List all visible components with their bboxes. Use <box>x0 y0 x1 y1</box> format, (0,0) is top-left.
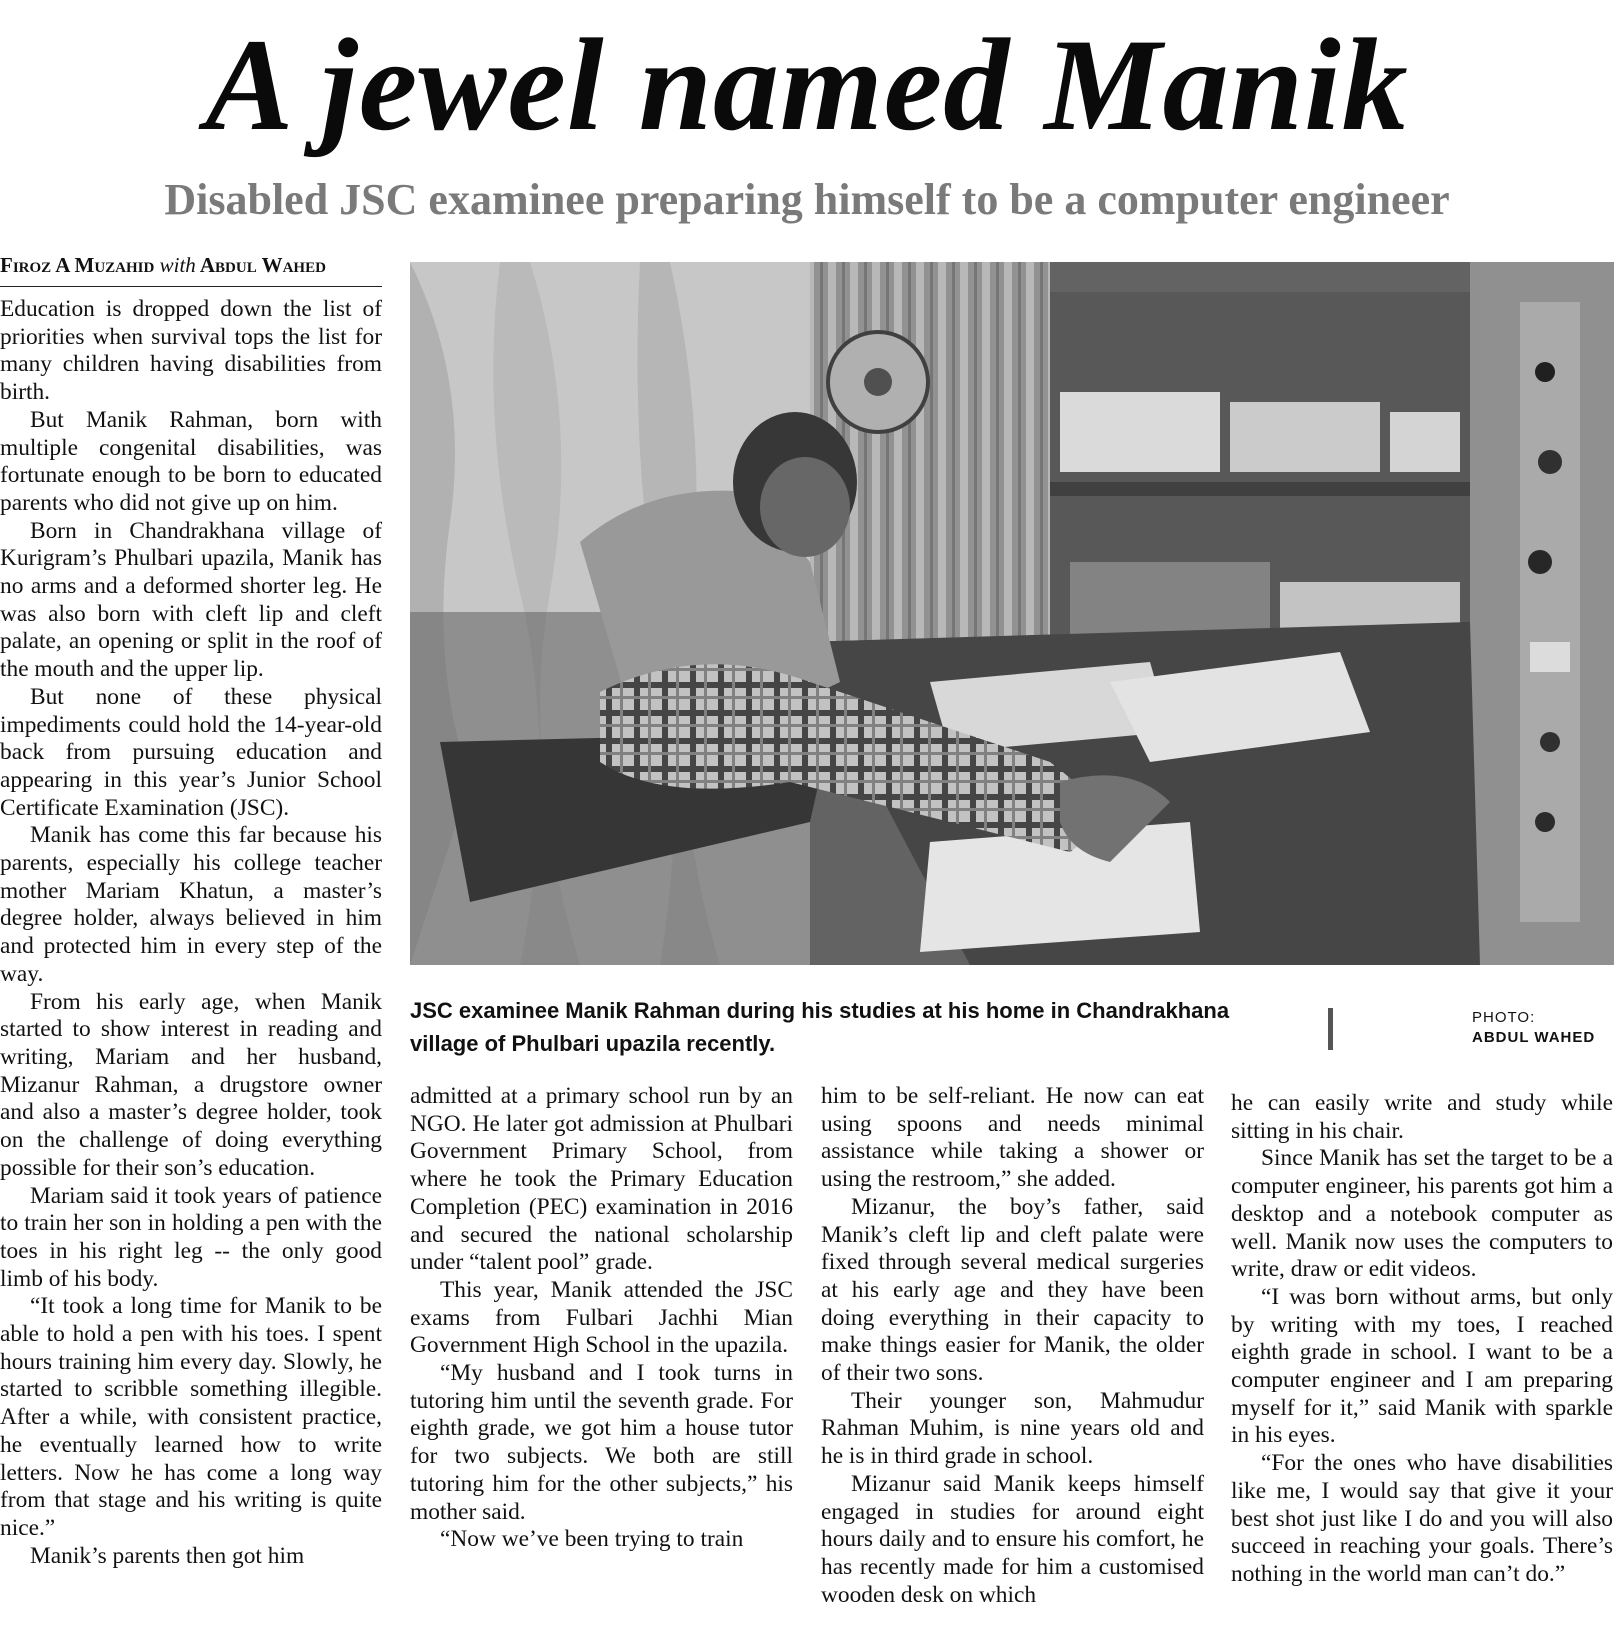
author-name-secondary: Abdul Wahed <box>199 253 326 277</box>
paragraph: From his early age, when Manik started to show interest in reading and writing, Mariam and her husband, Mizanur Rahman, a drugstore owner and also a master’s degree holder, took on the challenge of doing everything possible for their son’s education. <box>0 988 382 1181</box>
paragraph: admitted at a primary school run by an NGO. He later got admission at Phulbari Government Primary School, from where he took the Primary Education Completion (PEC) examination in 2016 and secured the national scholarship under “talent pool” grade. <box>410 1083 793 1276</box>
paragraph: “It took a long time for Manik to be able to hold a pen with his toes. I spent hours training him every day. Slowly, he started to scribble something illegible. After a while, with consistent practice, he eventually learned how to write letters. Now he has come a long way from that stage and his writing is quite nice.” <box>0 1293 382 1541</box>
photo-credit-label: PHOTO: <box>1472 1009 1536 1026</box>
article-photo <box>410 262 1614 965</box>
paragraph: “For the ones who have disabilities like me, I would say that give it your best shot just like I do and you will also succeed in reaching your goals. There’s nothing in the world man can’t do.” <box>1231 1450 1613 1587</box>
paragraph: Manik has come this far because his parents, especially his college teacher mother Mariam Khatun, a master’s degree holder, always believed in him and protected him in every step of the way. <box>0 822 382 987</box>
paragraph: Their younger son, Mahmudur Rahman Muhim, is nine years old and he is in third grade in school. <box>821 1387 1204 1470</box>
article-column-2 <box>410 1083 793 1554</box>
photo-caption: JSC examinee Manik Rahman during his studies at his home in Chandrakhana village of Phulbari upazila recently. <box>410 998 1230 1056</box>
paragraph: “I was born without arms, but only by writing with my toes, I reached eighth grade in school. I want to be a computer engineer and I am preparing myself for it,” said Manik with sparkle in his eyes. <box>1231 1283 1613 1449</box>
paragraph: Since Manik has set the target to be a computer engineer, his parents got him a desktop and a notebook computer as well. Manik now uses the computers to write, draw or edit videos. <box>1231 1145 1613 1283</box>
paragraph: he can easily write and study while sitting in his chair. <box>1231 1090 1613 1144</box>
paragraph: But Manik Rahman, born with multiple congenital disabilities, was fortunate enough to be born to educated parents who did not give up on him. <box>0 406 382 516</box>
article-column-1 <box>0 296 382 1570</box>
photo-credit <box>1472 1008 1614 1048</box>
paragraph: Mizanur said Manik keeps himself engaged in studies for around eight hours daily and to ensure his comfort, he has recently made for him a customised wooden desk on which <box>821 1470 1204 1608</box>
paragraph: “My husband and I took turns in tutoring him until the seventh grade. For eighth grade, we got him a house tutor for two subjects. We both are still tutoring him for the other subjects,” his mother said. <box>410 1360 793 1525</box>
subheadline: Disabled JSC examinee preparing himself to be a computer engineer <box>164 175 1450 224</box>
paragraph: Mizanur, the boy’s father, said Manik’s cleft lip and cleft palate were fixed through several medical surgeries at his early age and they have been doing everything in their capacity to make things easier for Manik, the older of their two sons. <box>821 1193 1204 1387</box>
paragraph: But none of these physical impediments could hold the 14-year-old back from pursuing education and appearing in this year’s Junior School Certificate Examination (JSC). <box>0 683 382 821</box>
credit-divider <box>1328 1008 1333 1050</box>
author-name: Firoz A Muzahid <box>0 253 155 277</box>
paragraph: “Now we’ve been trying to train <box>440 1526 744 1553</box>
paragraph: Education is dropped down the list of priorities when survival tops the list for many children having disabilities from birth. <box>0 296 382 406</box>
byline-with: with <box>159 253 196 277</box>
paragraph: Manik’s parents then got him <box>30 1542 305 1569</box>
headline: A jewel named Manik <box>205 11 1409 158</box>
paragraph: This year, Manik attended the JSC exams from Fulbari Jachhi Mian Government High School in the upazila. <box>410 1276 793 1359</box>
paragraph: Born in Chandrakhana village of Kurigram’s Phulbari upazila, Manik has no arms and a deformed shorter leg. He was also born with cleft lip and cleft palate, an opening or split in the roof of the mouth and the upper lip. <box>0 517 382 683</box>
article-column-3 <box>821 1083 1204 1609</box>
article-column-4 <box>1231 1090 1613 1589</box>
paragraph: Mariam said it took years of patience to train her son in holding a pen with the toes in his right leg -- the only good limb of his body. <box>0 1182 382 1292</box>
paragraph: him to be self-reliant. He now can eat using spoons and needs minimal assistance while taking a shower or using the restroom,” she added. <box>821 1083 1204 1193</box>
photo-credit-name: ABDUL WAHED <box>1472 1029 1596 1046</box>
byline <box>0 250 382 287</box>
